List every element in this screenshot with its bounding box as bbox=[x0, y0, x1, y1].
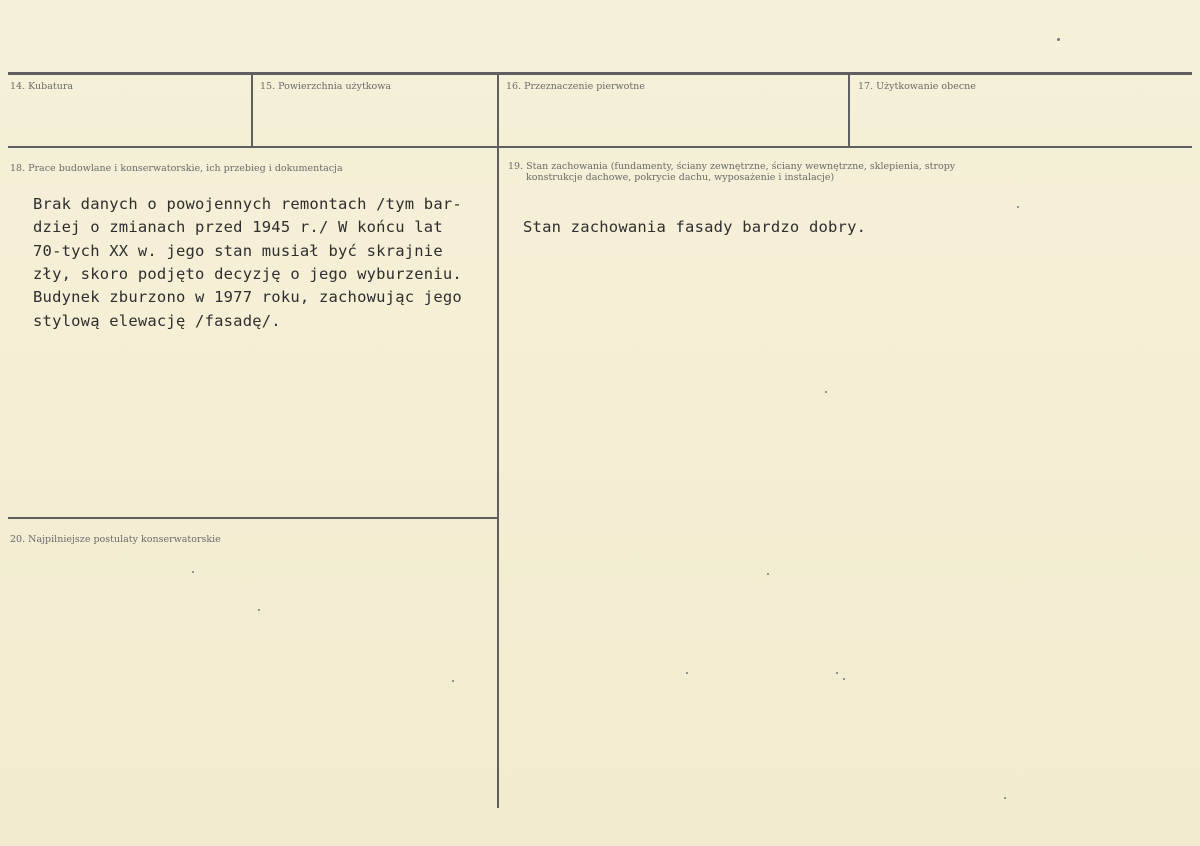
paper-speck bbox=[825, 391, 827, 393]
field-19-label-line1: 19. Stan zachowania (fundamenty, ściany zewnętrzne, ściany wewnętrzne, sklepienia, stropy bbox=[508, 161, 956, 172]
top-rule bbox=[8, 72, 1192, 75]
col-divider-16-17 bbox=[848, 74, 850, 148]
field-18-label: 18. Prace budowlane i konserwatorskie, ich przebieg i dokumentacja bbox=[10, 163, 343, 174]
row1-bottom-rule bbox=[8, 146, 1192, 148]
works-text-line: dziej o zmianach przed 1945 r./ W końcu lat bbox=[33, 218, 443, 236]
field-19-label-line2: konstrukcje dachowe, pokrycie dachu, wyposażenie i instalacje) bbox=[526, 172, 835, 183]
col-divider-15-16 bbox=[497, 74, 499, 808]
condition-text: Stan zachowania fasady bardzo dobry. bbox=[523, 218, 867, 236]
field-16-label: 16. Przeznaczenie pierwotne bbox=[506, 81, 645, 92]
works-text-line: stylową elewację /fasadę/. bbox=[33, 312, 281, 330]
paper-speck bbox=[192, 571, 194, 573]
works-text-line: Budynek zburzono w 1977 roku, zachowując jego bbox=[33, 288, 462, 306]
field-15-label: 15. Powierzchnia użytkowa bbox=[260, 81, 392, 92]
section-18-20-divider bbox=[8, 517, 498, 519]
field-20-label: 20. Najpilniejsze postulaty konserwatorskie bbox=[10, 534, 221, 545]
paper-speck bbox=[1017, 206, 1019, 208]
works-text-line: 70-tych XX w. jego stan musiał być skrajnie bbox=[33, 242, 443, 260]
paper-speck bbox=[836, 672, 838, 674]
paper-speck bbox=[1004, 797, 1006, 799]
paper-speck bbox=[843, 678, 845, 680]
paper-speck bbox=[452, 680, 454, 682]
paper-speck bbox=[258, 609, 260, 611]
works-text-line: zły, skoro podjęto decyzję o jego wyburzeniu. bbox=[33, 265, 462, 283]
paper-speck bbox=[686, 672, 688, 674]
paper-speck bbox=[1057, 38, 1060, 41]
field-17-label: 17. Użytkowanie obecne bbox=[858, 81, 976, 92]
col-divider-14-15 bbox=[251, 74, 253, 148]
field-14-label: 14. Kubatura bbox=[10, 81, 74, 92]
works-text-line: Brak danych o powojennych remontach /tym bar- bbox=[33, 195, 462, 213]
paper-speck bbox=[767, 573, 769, 575]
